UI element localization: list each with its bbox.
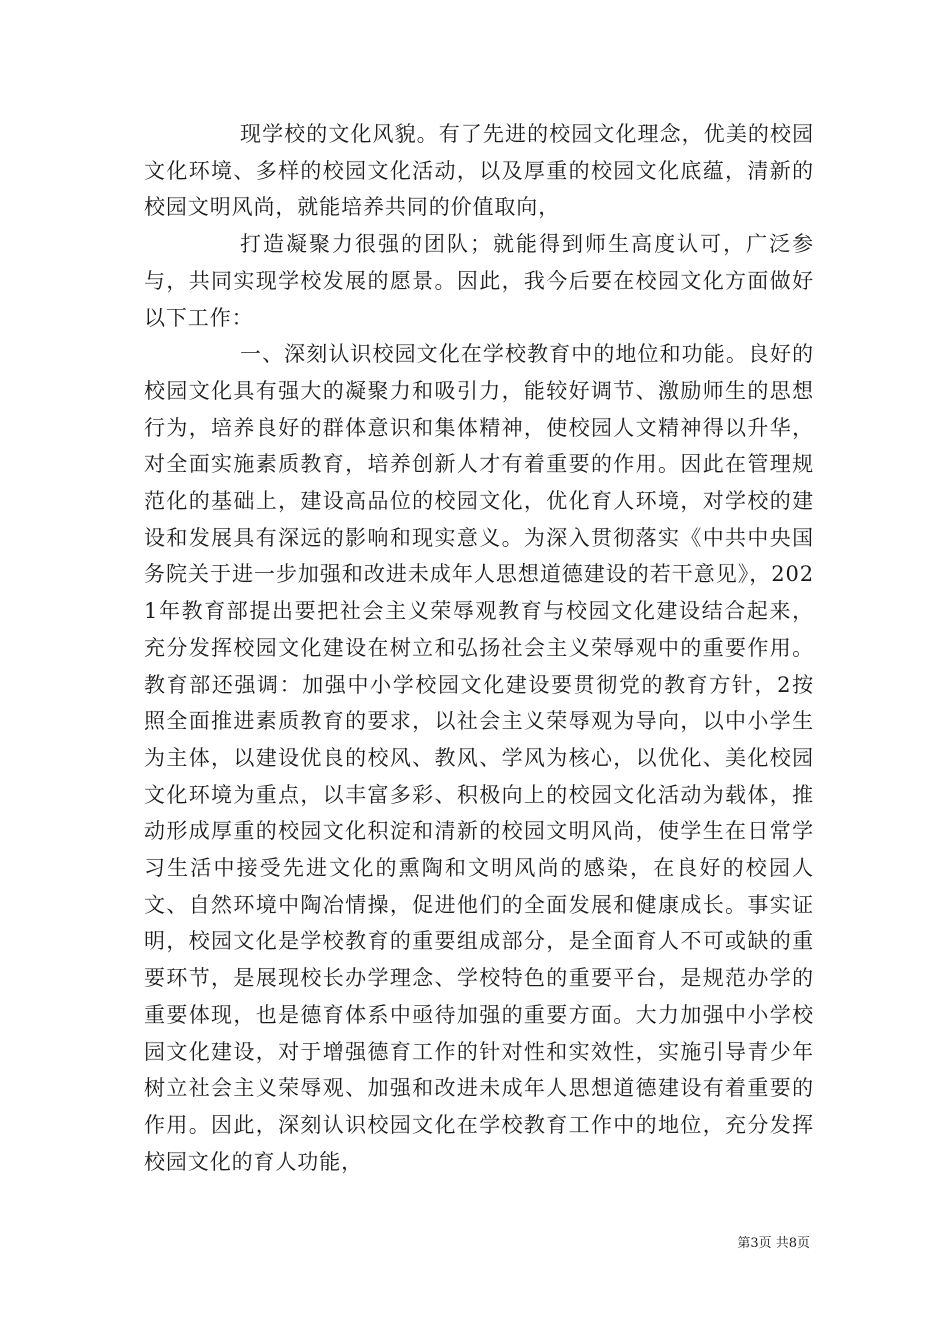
page-number: 第3页 共8页: [737, 1236, 810, 1251]
paragraph-3: 一、深刻认识校园文化在学校教育中的地位和功能。良好的校园文化具有强大的凝聚力和吸引力，能较好调节、激励师生的思想行为，培养良好的群体意识和集体精神，使校园人文精神得以升华，对全面实施素质教育，培养创新人才有着重要的作用。因此在管理规范化的基础上，建设高品位的校园文化，优化育人环境，对学校的建设和发展具有深远的影响和现实意义。为深入贯彻落实《中共中央国务院关于进一步加强和改进未成年人思想道德建设的若干意见》，2021年教育部提出要把社会主义荣辱观教育与校园文化建设结合起来，充分发挥校园文化建设在树立和弘扬社会主义荣辱观中的重要作用。教育部还强调：加强中小学校园文化建设要贯彻党的教育方针，2按照全面推进素质教育的要求，以社会主义荣辱观为导向，以中小学生为主体，以建设优良的校风、教风、学风为核心，以优化、美化校园文化环境为重点，以丰富多彩、积极向上的校园文化活动为载体，推动形成厚重的校园文化积淀和清新的校园文明风尚，使学生在日常学习生活中接受先进文化的熏陶和文明风尚的感染，在良好的校园人文、自然环境中陶冶情操，促进他们的全面发展和健康成长。事实证明，校园文化是学校教育的重要组成部分，是全面育人不可或缺的重要环节，是展现校长办学理念、学校特色的重要平台，是规范办学的重要体现，也是德育体系中亟待加强的重要方面。大力加强中小学校园文化建设，对于增强德育工作的针对性和实效性，实施引导青少年树立社会主义荣辱观、加强和改进未成年人思想道德建设有着重要的作用。因此，深刻认识校园文化在学校教育工作中的地位，充分发挥校园文化的育人功能，: [144, 342, 814, 1174]
paragraph-1: 现学校的文化风貌。有了先进的校园文化理念，优美的校园文化环境、多样的校园文化活动，以及厚重的校园文化底蕴，清新的校园文明风尚，就能培养共同的价值取向，: [144, 122, 814, 220]
document-body: [144, 116, 814, 1180]
paragraph-2: 打造凝聚力很强的团队；就能得到师生高度认可，广泛参与，共同实现学校发展的愿景。因此，我今后要在校园文化方面做好以下工作：: [144, 232, 814, 330]
